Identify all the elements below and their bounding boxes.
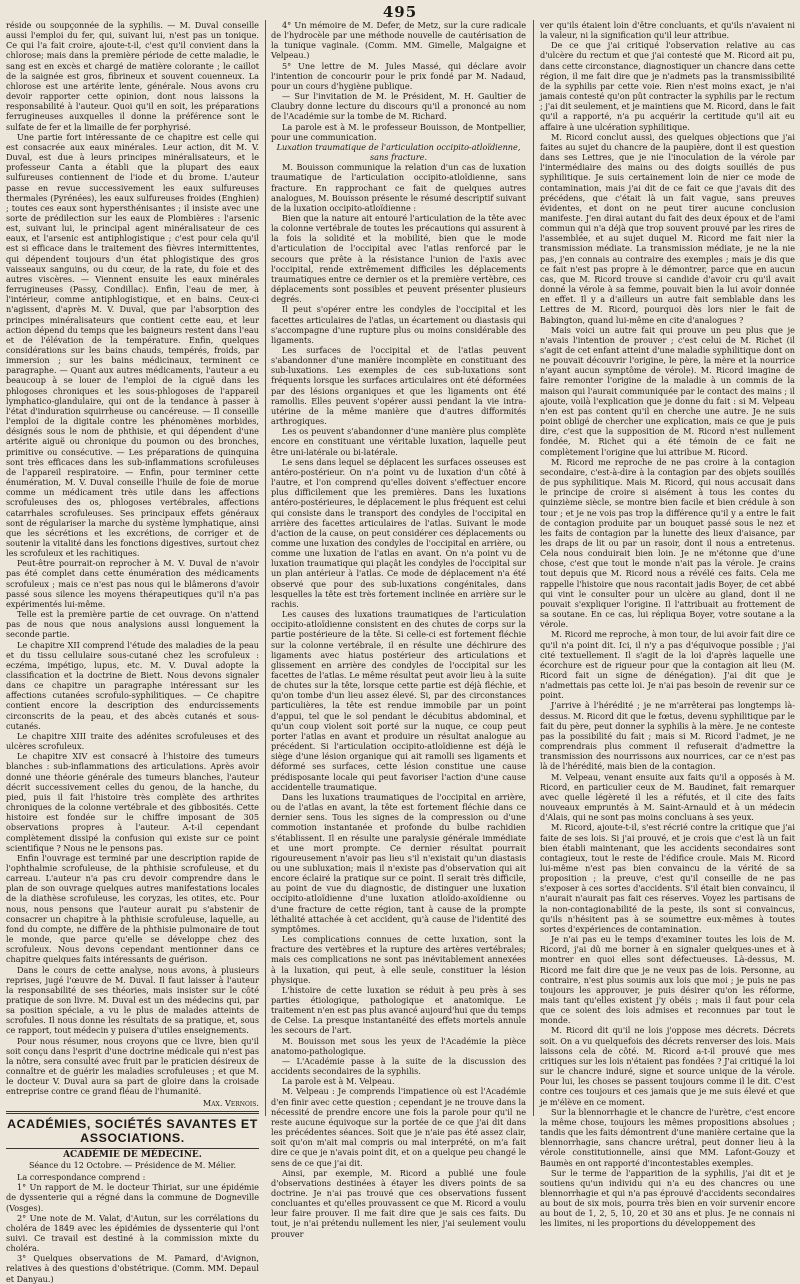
paragraph: La correspondance comprend : <box>17 1172 146 1183</box>
paragraph: Les complications connues de cette luxation, sont la fracture des vertèbres et la rupture des artères vertébrales; mais ces complications ne sont pas inévitablement annexées à la luxation, qui peut, à elle seule, constituer la lésion physique. <box>271 934 526 985</box>
paragraph: Bien que la nature ait entouré l'articulation de la tête avec la colonne vertébrale de toutes les précautions qui assurent à la fois la solidité et la mobilité, bien que le mode d'articulation de l'occipital avec l'atlas renforcé par le secours que prête à la résistance l'union de l'axis avec l'occipital, rende extrêmement difficiles les déplacements traumatiques entre ce dernier os et la première vertèbre, ces déplacements sont possibles et peuvent présenter plusieurs degrés. <box>271 212 526 305</box>
paragraph: 4° Un mémoire de M. Defer, de Metz, sur la cure radicale de l'hydrocèle par une méthode nouvelle de cautérisation de la tunique vaginale. (Comm. MM. Gimelle, Malgaigne et Velpeau.) <box>271 20 526 61</box>
section-heading: ACADÉMIES, SOCIÉTÉS SAVANTES ET ASSOCIATIONS. <box>7 1116 258 1145</box>
paragraph: 2° Une note de M. Valat, d'Autun, sur les corrélations du choléra de 1849 avec les épidémies de dyssenterie qui l'ont suivi. Ce travail est destiné à la commission mixte du choléra. <box>6 1212 259 1254</box>
section-divider <box>6 1148 259 1149</box>
paragraph: Les causes des luxations traumatiques de l'articulation occipito-atloïdienne consistent en des chutes de corps sur la partie postérieure de la tête. Si celle-ci est fortement fléchie sur la colonne vertébrale, il en résulte une déchirure des ligaments avec hiatus postérieur des articulations et glissement en arrière des condyles de l'occipital sur les facettes de l'atlas. Le même résultat peut avoir lieu à la suite de chutes sur la tête, lorsque cette partie est déjà fléchie, et qu'on tombe d'un lieu assez élevé. Si, par des circonstances particulières, la tête est rendue immobile par un point d'appui, tel que le sol pendant le décubitus abdominal, et qu'un coup violent soit porté sur la nuque, ce coup peut porter l'atlas en avant et produire un résultat analogue au précédent. Si l'articulation occipito-atloïdienne est déjà le siège d'une lésion organique qui ait ramolli ses ligaments et déformé ses surfaces, cette lésion constitue une cause prédisposante locale qui peut favoriser l'action d'une cause accidentelle traumatique. <box>271 609 526 792</box>
paragraph: La parole est à M. Velpeau. <box>282 1076 395 1087</box>
middle-column <box>271 20 526 1239</box>
paragraph: — Sur l'invitation de M. le Président, M. H. Gaultier de Claubry donne lecture du discours qu'il a prononcé au nom de l'Académie sur la tombe de M. Richard. <box>271 91 526 122</box>
paragraph: J'arrive à l'hérédité ; je ne m'arrêterai pas longtemps là-dessus. M. Ricord dit que le fœtus, devenu syphilitique par le fait du père, peut donner la syphilis à la mère. Je ne conteste pas la possibilité du fait ; mais si M. Ricord l'admet, je ne comprendrais plus comment il refuserait d'admettre la transmission des nourrissons aux nourrices, car ce n'est pas là de l'hérédité, mais bien de la contagion. <box>540 700 795 772</box>
paragraph: De ce que j'ai critiqué l'observation relative au cas d'ulcère du rectum et que j'ai contesté que M. Ricord ait pu, dans cette circonstance, diagnostiquer un chancre dans cette région, il me fait dire que je n'admets pas la transmissibilité de la syphilis par cette voie. Rien n'est moins exact, je n'ai jamais contesté qu'on pût contracter la syphilis par le rectum ; j'ai dit seulement, et je maintiens que M. Ricord, dans le fait qu'il a rapporté, n'a pu acquérir la certitude qu'il ait eu affaire à une ulcération syphilitique. <box>540 40 795 132</box>
right-column <box>540 20 795 1229</box>
paragraph: Le chapitre XIV est consacré à l'histoire des tumeurs blanches : sub-inflammations des articulations. Après avoir donné une théorie générale des tumeurs blanches, l'auteur décrit successivement celles du genou, de la hanche, du pied, puis il fait l'histoire très complète des arthrites chroniques de la colonne vertébrale et des gibbosités. Cette histoire est fondée sur le chiffre imposant de 305 observations propres à l'auteur. A-t-il cependant complètement dissipé la confusion qui existe sur ce point scientifique ? Nous ne le pensons pas. <box>6 751 259 853</box>
paragraph: Enfin l'ouvrage est terminé par une description rapide de l'ophthalmie scrofuleuse, de la phthisie scrofuleuse, et du carreau. L'auteur n'a pas cru devoir comprendre dans le plan de son ouvrage quelques autres manifestations locales de la diathèse scrofuleuse, les coryzas, les otites, etc. Pour nous, nous pensons que l'auteur aurait pu s'abstenir de consacrer un chapitre à la phthisie scrofuleuse, laquelle, au fond du compte, ne diffère de la phthisie pulmonaire de tout le monde, que parce qu'elle se développe chez des scrofuleux. Nous devons cependant mentionner dans ce chapitre quelques faits intéressants de guérison. <box>6 852 259 965</box>
paragraph: M. Ricord me reproche de ne pas croire à la contagion secondaire, c'est-à-dire à la contagion par des objets souillés de pus syphilitique. Mais M. Ricord, qui nous accusait dans le principe de croire si aisément à tous les contes du quinzième siècle, se montre bien facile et bien crédule à son tour ; et je ne vois pas trop la différence qu'il y a entre le fait de contagion produite par un bouquet passé sous le nez et les faits de contagion par la lunette des lieux d'aisance, par les draps de lit ou par un rasoir, dont il nous a entretenus. Cela nous conduirait bien loin. Je ne m'étonne que d'une chose, c'est que tout le monde n'ait pas la vérole. Je crains tout depuis que M. Ricord nous a révélé ces faits. Cela me rappelle l'histoire que nous racontait jadis Boyer, de cet abbé qui vint le consulter pour un ulcère au gland, dont il ne pouvait s'expliquer l'origine. Il l'attribuait au frottement de sa soutane. En ce cas, lui répliqua Boyer, votre soutane a la vérole. <box>540 456 795 630</box>
paragraph: Le chapitre XIII traite des adénites scrofuleuses et des ulcères scrofuleux. <box>6 730 259 752</box>
paragraph: Les os peuvent s'abandonner d'une manière plus complète encore en constituant une véritable luxation, laquelle peut être uni-latérale ou bi-latérale. <box>271 426 526 457</box>
section-divider <box>6 1111 259 1114</box>
article-title: Luxation traumatique de l'articulation occipito-atloïdienne, sans fracture. <box>276 141 521 163</box>
paragraph: Le sens dans lequel se déplacent les surfaces osseuses est antéro-postérieur. On n'a point vu de luxation d'un côté à l'autre, et l'on comprend qu'elles doivent s'effectuer encore plus difficilement que les premières. Dans les luxations antéro-postérieures, le déplacement le plus fréquent est celui qui consiste dans le transport des condyles de l'occipital en arrière des facettes articulaires de l'atlas. Suivant le mode d'action de la cause, on peut considérer ces déplacements ou comme une luxation des condyles de l'occipital en arrière, ou comme une luxation de l'atlas en avant. On n'a point vu de luxation traumatique qui plaçât les condyles de l'occipital sur un plan antérieur à l'atlas. Ce mode de déplacement n'a été observé que pour des sub-luxations congénitales, dans lesquelles la tête est très fortement inclinée en arrière sur le rachis. <box>271 456 526 609</box>
paragraph: — L'Académie passe à la suite de la discussion des accidents secondaires de la syphilis. <box>271 1055 526 1077</box>
session-line: Séance du 12 Octobre. — Présidence de M. Mélier. <box>28 1160 237 1170</box>
paragraph: ver qu'ils étaient loin d'être concluants, et qu'ils n'avaient ni la valeur, ni la signification qu'il leur attribue. <box>540 20 795 41</box>
paragraph: L'histoire de cette luxation se réduit à peu près à ses parties étiologique, pathologique et anatomique. Le traitement n'en est pas plus avancé aujourd'hui que du temps de Celse. La presque instantanéité des effets mortels annule les secours de l'art. <box>271 984 526 1036</box>
paragraph: M. Velpeau, venant ensuite aux faits qu'il a opposés à M. Ricord, en particulier ceux de M. Baudinet, fait remarquer avec quelle légèreté il les a réfutés, et il cite des faits nouveaux empruntés à M. Saint-Arnauld et à un médecin d'Alais, qui ne sont pas moins concluans à ses yeux. <box>540 771 795 823</box>
paragraph: M. Bouisson communique la relation d'un cas de luxation traumatique de l'articulation occipito-atloïdienne, sans fracture. En rapprochant ce fait de quelques autres analogues, M. Bouisson présente le résumé descriptif suivant de la luxation occipito-atloïdienne : <box>271 162 526 213</box>
paragraph: M. Velpeau : Je comprends l'impatience où est l'Académie d'en finir avec cette question ; cependant je ne trouve dans la nécessité de prendre encore une fois la parole pour qu'il ne reste aucune équivoque sur la portée de ce que j'ai dit dans les précédentes séances. Soit que je n'aie pas été assez clair, soit qu'on m'ait mal compris ou mal interprété, on m'a fait dire ce que je n'avais point dit, et on a quelque peu changé le sens de ce que j'ai dit. <box>271 1086 526 1168</box>
paragraph: Les surfaces de l'occipital et de l'atlas peuvent s'abandonner d'une manière incomplète en constituant des sub-luxations. Les exemples de ces sub-luxations sont fréquents lorsque les surfaces articulaires ont été déformées par des lésions organiques et que les ligaments ont été ramollis. Elles peuvent s'opérer aussi pendant la vie intra-utérine de la même manière que d'autres difformités arthrogiques. <box>271 345 526 427</box>
paragraph: M. Ricord dit qu'il ne lois j'oppose mes décrets. Décrets soit. On a vu quelquefois des décrets renverser des lois. Mais laissons cela de côté. M. Ricord a-t-il prouvé que mes critiques sur les lois n'étaient pas fondées ? J'ai critiqué la loi sur le chancre induré, signe et source unique de la vérole. Pour lui, les choses se passent toujours comme il le dit. C'est contre ces toujours et ces jamais que je me suis élevé et que je m'élève en ce moment. <box>540 1025 795 1107</box>
page-number: 495 <box>382 3 418 21</box>
paragraph: Telle est la première partie de cet ouvrage. On n'attend pas de nous que nous analysions aussi longuement la seconde partie. <box>6 609 259 640</box>
paragraph: Dans les luxations traumatiques de l'occipital en arrière, ou de l'atlas en avant, la tête est fortement fléchie dans ce dernier sens. Tous les signes de la compression ou d'une commotion instantanée et profonde du bulbe rachidien s'établissent. Il en résulte une paralysie générale immédiate et une mort prompte. Ce dernier résultat pourrait rigoureusement n'avoir pas lieu s'il n'existait qu'un diastasis ou une subluxation; mais il n'existe pas d'observation qui ait encore éclairé la pratique sur ce point. Il serait très difficile, au point de vue du diagnostic, de distinguer une luxation occipito-atloïdienne d'une luxation atloïdo-axoïdienne ou d'une fracture de cette région, tant à cause de la prompte léthalité attachée à cet accident, qu'à cause de l'identité des symptômes. <box>271 791 526 934</box>
column-divider <box>265 20 266 1116</box>
paragraph: M. Ricord me reproche, à mon tour, de lui avoir fait dire ce qu'il n'a point dit. Ici, il n'y a pas d'équivoque possible ; j'ai cité textuellement. Il s'agit de la loi d'après laquelle une écorchure est de rigueur pour que la contagion ait lieu (M. Ricord fait un signe de dénégation). J'ai dit que je n'admettais pas cette loi. Je n'ai pas besoin de revenir sur ce point. <box>540 629 795 701</box>
paragraph: Une partie fort intéressante de ce chapitre est celle qui est consacrée aux eaux minérales. Leur action, dit M. V. Duval, est due à leurs principes minéralisateurs, et le professeur Canta a établi que la plupart des eaux sulfureuses contiennent de l'iode et du brome. L'auteur passe en revue successivement les eaux sulfureuses thermales (Pyrénées), les eaux sulfureuses froides (Enghien) ; toutes ces eaux sont hypersthénisantes ; il insiste avec une sorte de prédilection sur les eaux de Plombières : l'arsenic est, suivant lui, le principal agent minéralisateur de ces eaux, et l'arsenic est antiphlogistique ; c'est pour cela qu'il est si efficace dans le traitement des fièvres intermittentes, qui dépendent toujours d'un état phlogistique des gros vaisseaux sanguins, ou du cœur, de la rate, du foie et des autres viscères. — Viennent ensuite les eaux minérales ferrugineuses (Passy, Condillac). Enfin, l'eau de mer, à l'intérieur, comme antiphlogistique, et en bains. Ceux-ci n'agissent, d'après M. V. Duval, que par l'absorption des principes minéralisateurs que contient cette eau, et leur action dépend du temps que les baigneurs restent dans l'eau et de l'élévation de la température. Enfin, quelques considérations sur les bains chauds, tempérés, froids, par immersion ; sur les bains médicinaux, terminent ce paragraphe. — Quant aux autres médicaments, l'auteur a eu beaucoup à se louer de l'emploi de la ciguë dans les phlogoses chroniques et les sous-phlogoses de l'appareil lymphatico-glandulaire, qui ont de la tendance à passer à l'état d'induration squirrheuse ou cancéreuse. — Il conseille l'emploi de la digitale contre les phénomènes morbides, désignés sous le nom de phthisie, et qui dépendent d'une artérite aiguë ou chronique du poumon ou des bronches, primitive ou consécutive. — Les préparations de quinquina sont très efficaces dans les sub-inflammations scrofuleuses de l'appareil respiratoire. — Enfin, pour terminer cette énumération, M. V. Duval conseille l'huile de foie de morue comme un médicament très utile dans les affections scrofuleuses des os, phlogoses vertébrales, affections catarrhales scrofuleuses. Ses principaux effets généraux sont de régulariser la marche du système lymphatique, ainsi que les sécrétions et les excrétions, de corriger et de soutenir la vitalité dans les fonctions digestives, surtout chez les scrofuleux et les rachitiques. <box>6 131 259 559</box>
paragraph: Ainsi, par exemple, M. Ricord a publié une foule d'observations destinées à étayer les divers points de sa doctrine. Je n'ai pas trouvé que ces observations fussent concluantes et qu'elles prouvassent ce que M. Ricord a voulu leur faire prouver. Il me fait dire que je sais ces faits. Du tout, je n'ai prétendu nullement les nier, j'ai seulement voulu prouver <box>271 1167 526 1239</box>
paragraph: 5° Une lettre de M. Jules Massé, qui déclare avoir l'intention de concourir pour le prix fondé par M. Nadaud, pour un cours d'hygiène publique. <box>271 60 526 91</box>
paragraph: Peut-être pourrait-on reprocher à M. V. Duval de n'avoir pas été complet dans cette énumération des médicaments scrofuleux ; mais ce n'est pas nous qui le blâmerons d'avoir passé sous silence les moyens thérapeutiques qu'il n'a pas expérimentés lui-même. <box>6 558 259 609</box>
paragraph: Sur le terme de l'apparition de la syphilis, j'ai dit et je soutiens qu'un individu qui n'a eu des chancres ou une blennorrhagie et qui n'a pas éprouvé d'accidents secondaires au bout de six mois, pourra très bien en voir survenir encore au bout de 1, 2, 5, 10, 20 et 30 ans et plus. Je ne connais ni les limites, ni les proportions du développement des <box>540 1167 795 1229</box>
paragraph: M. Ricord conclut aussi, des quelques objections que j'ai faites au sujet du chancre de la paupière, dont il est question dans ses Lettres, que je nie l'inoculation de la vérole par l'intermédiaire des mains ou des doigts souillés de pus syphilitique. Je suis certainement loin de nier ce mode de contamination, mais j'ai dit de ce fait ce que j'avais dit des précédens, que c'était là un fait vague, sans preuves évidentes, et dont on ne peut tirer aucune conclusion manifeste. J'en dirai autant du fait des deux époux et de l'ami commun qui n'a déjà que trop souvent prouvé par les rires de l'assemblée, et au sujet duquel M. Ricord me fait nier la transmission médiate. La transmission médiate, je ne la nie pas, j'en connais au contraire des exemples ; mais je dis que ce fait n'est pas propre à le démontrer, parce que en aucun cas, que M. Ricord trouve si candide d'avoir cru qu'il avait donné la vérole à sa femme, pouvait bien la lui avoir donnée en effet. Il y a d'ailleurs un autre fait semblable dans les Lettres de M. Ricord, pourquoi dès lors nier le fait de Babington, quand lui-même en cite d'analogues ? <box>540 131 795 325</box>
paragraph: Le chapitre XII comprend l'étude des maladies de la peau et du tissu cellulaire sous-cutané chez les scrofuleux : eczéma, impétigo, lupus, etc. M. V. Duval adopte la classification et la doctrine de Biett. Nous devons signaler dans ce chapitre un paragraphe intéressant sur les affections cutanées scrofulo-syphilitiques. — Ce chapitre contient encore la description des endurcissements circonscrits de la peau, et des abcès cutanés et sous-cutanés. <box>6 639 259 731</box>
column-divider <box>533 20 534 1116</box>
paragraph: M. Bouisson met sous les yeux de l'Académie la pièce anatomo-pathologique. <box>271 1035 526 1056</box>
paragraph: Il peut s'opérer entre les condyles de l'occipital et les facettes articulaires de l'atlas, un écartement ou diastasis qui s'accompagne d'une rupture plus ou moins considérable des ligaments. <box>271 304 526 345</box>
academy-heading: ACADÉMIE DE MÉDECINE. <box>63 1149 202 1160</box>
paragraph: 3° Quelques observations de M. Pamard, d'Avignon, relatives à des questions d'obstétrique. (Comm. MM. Depaul et Danyau.) <box>6 1253 259 1284</box>
author-signature: Max. Vernois. <box>202 1097 259 1108</box>
paragraph: La parole est à M. le professeur Bouisson, de Montpellier, pour une communication. <box>271 121 526 142</box>
paragraph: réside ou soupçonnée de la syphilis. — M. Duval conseille aussi l'emploi du fer, qui, suivant lui, n'est pas un tonique. Ce qui l'a fait croire, ajoute-t-il, c'est qu'il convient dans la chlorose; mais dans la première période de cette maladie, le sang est en excès et chargé de matière colorante ; le caillot de la saignée est gros, fibrineux et souvent couenneux. La chlorose est une artérite lente, générale. Nous avons cru devoir rapporter cette opinion, dont nous laissons la responsabilité à l'auteur. Quoi qu'il en soit, les préparations ferrugineuses auxquelles il donne la préférence sont le sulfate de fer et la limaille de fer porphyrisé. <box>6 20 259 132</box>
paragraph: Pour nous résumer, nous croyons que ce livre, bien qu'il soit conçu dans l'esprit d'une doctrine médicale qui n'est pas la nôtre, sera consulté avec fruit par le praticien désireux de connaître et de guérir les maladies scrofuleuses ; et que M. le docteur V. Duval aura sa part de gloire dans la croisade entreprise contre ce grand fléau de l'humanité. <box>6 1035 259 1097</box>
paragraph: Dans le cours de cette analyse, nous avons, à plusieurs reprises, jugé l'œuvre de M. Duval. Il faut laisser à l'auteur la responsabilité de ses théories, mais insister sur le côté pratique de son livre. M. Duval est un des médecins qui, par sa position spéciale, a vu le plus de malades atteints de scrofules. Il nous donne les résultats de sa pratique, et, sous ce rapport, tout médecin y puisera d'utiles enseignements. <box>6 964 259 1036</box>
left-column <box>6 20 259 1284</box>
paragraph: M. Ricord, ajoute-t-il, s'est récrié contre la critique que j'ai faite de ses lois. Si j'ai prouvé, et je crois que c'est là un fait bien établi maintenant, que les accidents secondaires sont contagieux, tout le reste de l'édifice croule. Mais M. Ricord lui-même n'est pas bien convaincu de la vérité de sa proposition ; la preuve, c'est qu'il conseille de ne pas s'exposer à ces sortes d'accidents. S'il était bien convaincu, il n'aurait n'aurait pas fait ces réserves. Voyez les partisans de la non-contagionabilité de la peste, ils sont si convaincus, qu'ils n'hésitent pas à se soumettre eux-mêmes à toutes sortes d'expériences de contamination. <box>540 822 795 934</box>
paragraph: Mais voici un autre fait qui prouve un peu plus que je n'avais l'intention de prouver ; c'est celui de M. Richet (il s'agit de cet enfant atteint d'une maladie syphilitique dont on ne pouvait découvrir l'origine, le père, la mère et la nourrice n'ayant aucun symptôme de vérole). M. Ricord imagine de faire remonter l'origine de la maladie à un commis de la maison qui l'aurait communiquée par le contact des mains ; il ajoute, voilà l'explication que je donne du fait : si M. Velpeau n'en est pas content qu'il en cherche une autre. Je ne suis point obligé de chercher une explication, mais ce que je puis dire, c'est que la supposition de M. Ricord n'est nullement fondée, M. Richet qui a été témoin de ce fait ne complètement l'origine que lui attribue M. Ricord. <box>540 324 795 457</box>
paragraph: Je n'ai pas eu le temps d'examiner toutes les lois de M. Ricord, j'ai dû me borner à en signaler quelques-unes et à montrer en quoi elles sont défectueuses. Là-dessus, M. Ricord me fait dire que je ne veux pas de lois. Personne, au contraire, n'est plus soumis aux lois que moi ; je puis ne pas toujours les approuver, je puis désirer qu'on les réforme, mais tant qu'elles existent j'y obéis ; mais il faut pour cela que ce soient des lois admises et reconnues par tout le monde. <box>540 934 795 1026</box>
paragraph: 1° Un rapport de M. le docteur Thiriat, sur une épidémie de dyssenterie qui a régné dans la commune de Dogneville (Vosges). <box>6 1182 259 1213</box>
paragraph: Sur la blennorrhagie et le chancre de l'urètre, c'est encore la même chose, toujours les mêmes propositions absolues ; tandis que les faits démontrent d'une manière certaine que la blennorrhagie, sans chancre urétral, peut donner lieu à la vérole constitutionnelle, ainsi que MM. Lafont-Gouzy et Baumès en ont rapporté d'incontestables exemples. <box>540 1106 795 1168</box>
